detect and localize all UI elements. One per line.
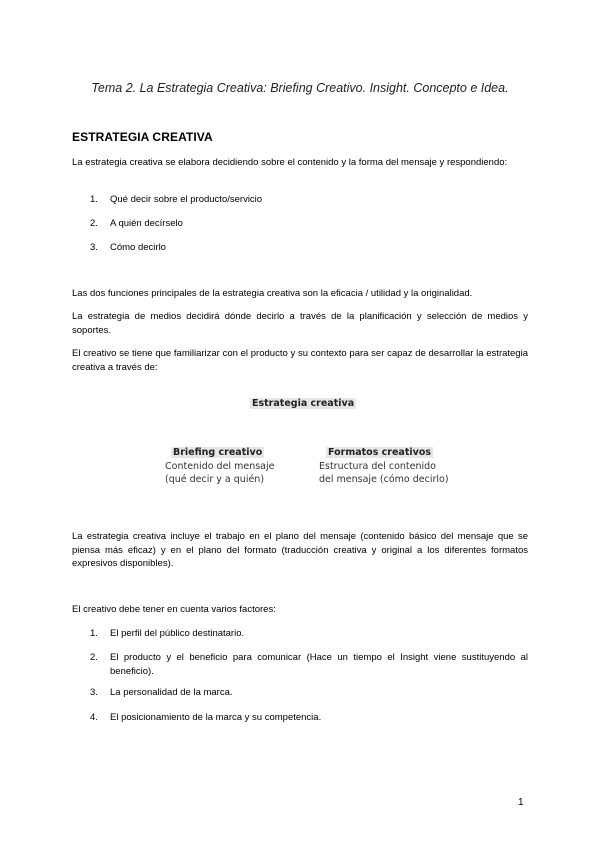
media-paragraph: La estrategia de medios decidirá dónde decirlo a través de la planificación y selección de medios y soportes. xyxy=(72,311,528,336)
diagram-right-line2: del mensaje (cómo decirlo) xyxy=(319,474,449,485)
list-number: 2. xyxy=(90,218,98,229)
list-number: 3. xyxy=(90,242,98,253)
list-number: 2. xyxy=(90,652,98,663)
list-text: El perfil del público destinatario. xyxy=(110,628,245,639)
intro-paragraph: La estrategia creativa se elabora decidiendo sobre el contenido y la forma del mensaje y respondiendo: xyxy=(72,157,508,168)
list-text: El producto y el beneficio para comunicar (Hace un tiempo el Insight viene sustituyendo al beneficio). xyxy=(110,652,528,677)
diagram-left-line1: Contenido del mensaje xyxy=(165,461,275,472)
diagram-left-heading: Briefing creativo xyxy=(173,447,263,458)
section-heading: ESTRATEGIA CREATIVA xyxy=(72,130,213,144)
list-text: El posicionamiento de la marca y su competencia. xyxy=(110,712,322,723)
list-item xyxy=(90,193,528,207)
diagram-left-line2: (qué decir y a quién) xyxy=(165,474,265,485)
list-text: Qué decir sobre el producto/servicio xyxy=(110,194,263,205)
list-number: 1. xyxy=(90,194,98,205)
functions-paragraph: Las dos funciones principales de la estrategia creativa son la eficacia / utilidad y la originalidad. xyxy=(72,288,473,299)
list-item xyxy=(90,686,528,700)
creative-paragraph: El creativo se tiene que familiarizar con el producto y su contexto para ser capaz de desarrollar la estrategia creativa a través de: xyxy=(72,348,528,373)
diagram-right-line1: Estructura del contenido xyxy=(319,461,436,472)
factors-intro: El creativo debe tener en cuenta varios factores: xyxy=(72,604,276,615)
list-text: Cómo decirlo xyxy=(110,242,166,253)
diagram-right-heading: Formatos creativos xyxy=(328,447,431,458)
list-item xyxy=(90,711,528,725)
list-item xyxy=(90,627,528,641)
list-number: 3. xyxy=(90,687,98,698)
page-title: Tema 2. La Estrategia Creativa: Briefing Creativo. Insight. Concepto e Idea. xyxy=(91,81,509,95)
list-text: La personalidad de la marca. xyxy=(110,687,233,698)
list-item xyxy=(90,217,528,231)
planes-paragraph: La estrategia creativa incluye el trabajo en el plano del mensaje (contenido básico del mensaje que se piensa más eficaz) y en el plano del formato (traducción creativa y original a los diferentes formatos expresivos disponibles). xyxy=(72,531,528,569)
list-text: A quién decírselo xyxy=(110,218,183,229)
list-number: 1. xyxy=(90,628,98,639)
page-number: 1 xyxy=(518,797,524,808)
diagram-top-heading: Estrategia creativa xyxy=(252,398,355,409)
list-item xyxy=(90,651,528,678)
list-item xyxy=(90,241,528,255)
list-number: 4. xyxy=(90,712,98,723)
